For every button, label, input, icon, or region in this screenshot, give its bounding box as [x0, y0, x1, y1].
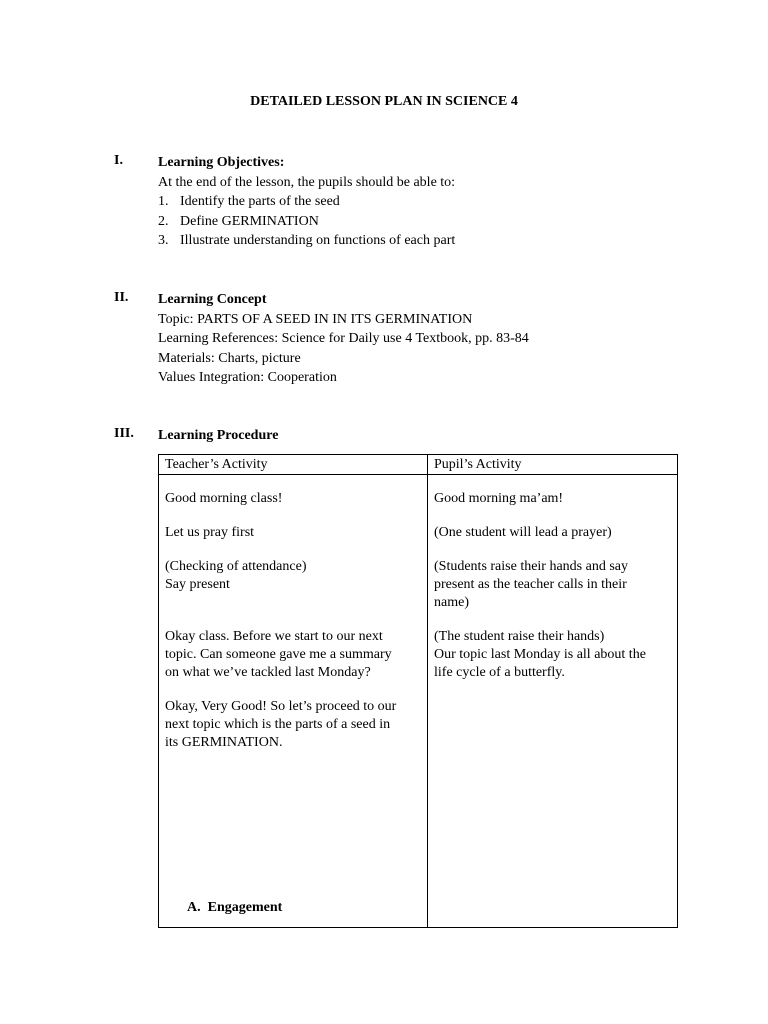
section-learning-objectives	[158, 153, 678, 251]
table-row	[159, 475, 678, 928]
engagement-heading	[187, 899, 282, 917]
pupil-line: name)	[434, 595, 469, 610]
procedure-table	[158, 454, 678, 928]
teacher-line: next topic which is the parts of a seed in	[165, 717, 391, 732]
list-item-number: 1.	[158, 194, 169, 209]
pupil-activity-header: Pupil’s Activity	[428, 455, 678, 475]
list-item-number: 3.	[158, 233, 169, 248]
list-item-text: Define GERMINATION	[180, 213, 319, 229]
pupil-line: present as the teacher calls in their	[434, 577, 627, 592]
section-number-3: III.	[114, 426, 134, 441]
teacher-line: Good morning class!	[165, 491, 283, 506]
concept-topic: Topic: PARTS OF A SEED IN IN ITS GERMINATION	[158, 311, 473, 327]
section-learning-procedure	[158, 426, 678, 446]
list-item-text: Identify the parts of the seed	[180, 194, 340, 209]
pupil-line: (The student raise their hands)	[434, 629, 605, 644]
concept-materials: Materials: Charts, picture	[158, 350, 301, 366]
section-heading: Learning Procedure	[158, 428, 279, 443]
teacher-line: Let us pray first	[165, 525, 255, 540]
teacher-line: its GERMINATION.	[165, 735, 283, 750]
pupil-activity-cell	[428, 475, 678, 928]
teacher-line-block	[165, 490, 421, 508]
section-heading: Learning Objectives:	[158, 155, 285, 170]
section-heading: Learning Concept	[158, 292, 267, 307]
teacher-line: on what we’ve tackled last Monday?	[165, 665, 371, 680]
concept-values: Values Integration: Cooperation	[158, 370, 337, 385]
teacher-line: Say present	[165, 577, 230, 592]
list-item-text: Illustrate understanding on functions of each part	[180, 233, 456, 248]
pupil-line-block	[434, 558, 671, 612]
teacher-line-block	[165, 558, 421, 594]
teacher-line-block	[165, 628, 421, 682]
teacher-line-block	[165, 698, 421, 752]
list-item	[158, 231, 678, 251]
document-title: DETAILED LESSON PLAN IN SCIENCE 4	[250, 94, 518, 109]
engagement-number: A.	[187, 900, 201, 915]
pupil-line: life cycle of a butterfly.	[434, 665, 565, 680]
section-learning-concept	[158, 290, 678, 388]
objectives-intro: At the end of the lesson, the pupils should be able to:	[158, 174, 456, 190]
concept-references: Learning References: Science for Daily use 4 Textbook, pp. 83-84	[158, 331, 529, 346]
list-item	[158, 192, 678, 212]
pupil-line-block	[434, 490, 671, 508]
teacher-line: topic. Can someone gave me a summary	[165, 647, 392, 662]
pupil-line: Good morning ma’am!	[434, 491, 564, 506]
list-item-number: 2.	[158, 213, 169, 229]
pupil-line: Our topic last Monday is all about the	[434, 647, 646, 662]
teacher-activity-header: Teacher’s Activity	[159, 455, 428, 475]
pupil-line: (One student will lead a prayer)	[434, 525, 612, 540]
teacher-activity-cell	[159, 475, 428, 928]
engagement-label: Engagement	[207, 900, 283, 915]
teacher-line: (Checking of attendance)	[165, 559, 307, 574]
list-item	[158, 212, 678, 232]
pupil-line-block	[434, 524, 671, 542]
teacher-line: Okay class. Before we start to our next	[165, 629, 383, 644]
teacher-line-block	[165, 524, 421, 542]
pupil-line: (Students raise their hands and say	[434, 559, 629, 574]
teacher-line: Okay, Very Good! So let’s proceed to our	[165, 699, 397, 714]
section-number-2: II.	[114, 290, 129, 305]
pupil-line-block	[434, 628, 671, 682]
table-header-row	[159, 455, 678, 475]
section-number-1: I.	[114, 153, 123, 168]
